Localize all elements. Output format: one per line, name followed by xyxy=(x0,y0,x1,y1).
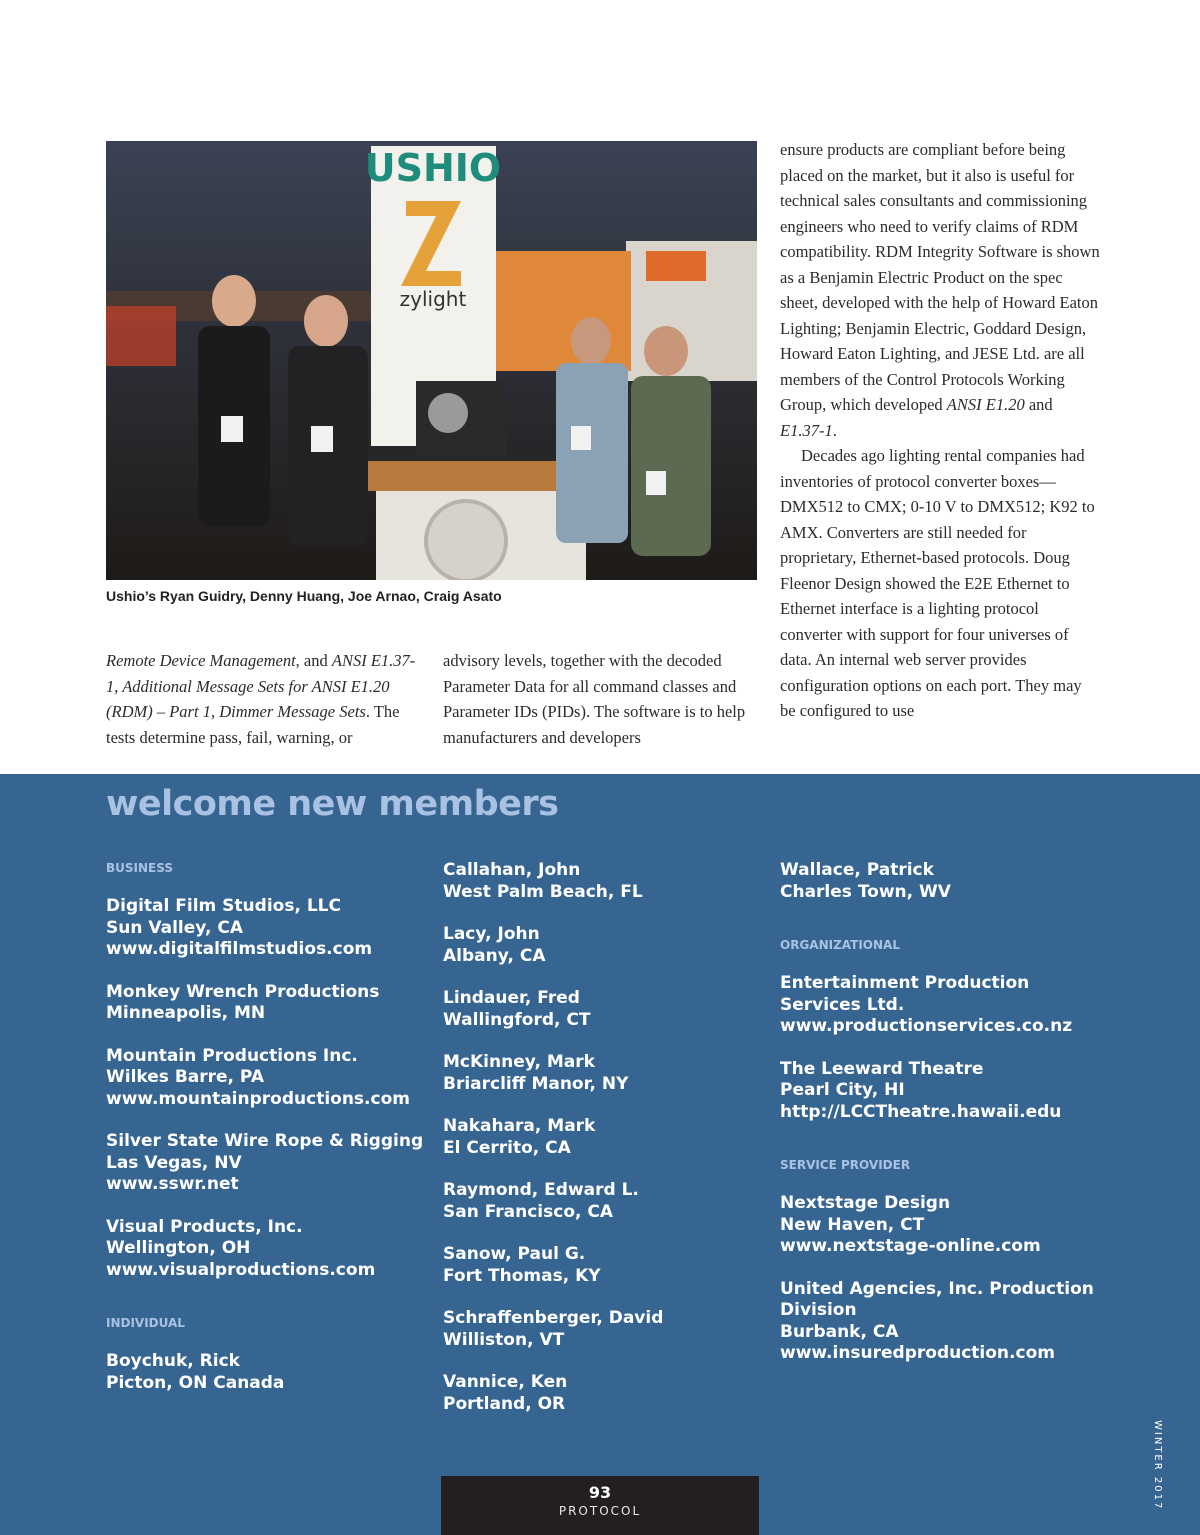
text: , and xyxy=(295,651,332,670)
member-name: McKinney, Mark xyxy=(443,1052,595,1072)
member-entry xyxy=(443,1372,763,1415)
member-website: www.sswr.net xyxy=(106,1174,239,1194)
page-footer xyxy=(441,1476,759,1535)
member-entry xyxy=(106,1217,426,1282)
text: . xyxy=(832,420,837,440)
member-entry xyxy=(106,1351,426,1394)
member-location: Sun Valley, CA xyxy=(106,917,244,938)
member-name: The Leeward Theatre xyxy=(780,1058,984,1079)
individual-list xyxy=(443,860,763,1415)
members-column-3 xyxy=(780,860,1100,1386)
paragraph: advisory levels, together with the decoded Parameter Data for all command classes and Parameter IDs (PIDs). The software is to help manufacturers and developers xyxy=(443,651,746,747)
business-list xyxy=(106,896,426,1281)
member-name: Schraffenberger, David xyxy=(443,1308,664,1328)
member-name: Lacy, John xyxy=(443,924,540,944)
member-entry xyxy=(780,1059,1100,1124)
booth-photo xyxy=(106,141,757,580)
member-entry xyxy=(443,1116,763,1159)
category-organizational: ORGANIZATIONAL xyxy=(780,938,900,952)
member-name: Boychuk, Rick xyxy=(106,1351,240,1371)
member-entry xyxy=(106,1046,426,1111)
category-individual: INDIVIDUAL xyxy=(106,1316,185,1330)
member-name: United Agencies, Inc. Production Division xyxy=(780,1278,1094,1320)
member-entry xyxy=(780,1279,1100,1365)
member-entry xyxy=(443,860,763,903)
member-location: New Haven, CT xyxy=(780,1214,925,1235)
member-location: Portland, OR xyxy=(443,1393,566,1414)
member-name: Nakahara, Mark xyxy=(443,1116,596,1136)
italic-title-1: Remote Device Management xyxy=(106,651,296,670)
text: and xyxy=(1024,395,1053,414)
member-name: Mountain Productions Inc. xyxy=(106,1045,358,1066)
member-entry xyxy=(780,973,1100,1038)
sign-zylight: zylight xyxy=(399,287,467,311)
member-entry xyxy=(443,924,763,967)
member-location: Pearl City, HI xyxy=(780,1080,905,1100)
member-name: Entertainment Production Services Ltd. xyxy=(780,973,1030,1015)
individual-list xyxy=(780,860,1100,903)
member-location: Minneapolis, MN xyxy=(106,1003,266,1023)
italic-title-2: ANSI E1.37-1, Additional Message Sets for ANSI E1.20 (RDM) – Part 1, Dimmer Message Sets xyxy=(106,651,416,721)
publication-name: PROTOCOL xyxy=(558,1504,642,1518)
member-name: Monkey Wrench Productions xyxy=(106,981,380,1002)
member-location: Wellington, OH xyxy=(106,1238,251,1258)
category-business: BUSINESS xyxy=(106,861,173,875)
member-website: www.mountainproductions.com xyxy=(106,1088,410,1109)
member-location: Albany, CA xyxy=(443,945,546,966)
member-entry xyxy=(443,1244,763,1287)
article-column-2 xyxy=(443,648,748,750)
member-entry xyxy=(780,1193,1100,1258)
member-location: Picton, ON Canada xyxy=(106,1372,285,1393)
member-name: Visual Products, Inc. xyxy=(106,1216,303,1237)
text: . The tests determine pass, fail, warning, or xyxy=(106,702,400,747)
member-entry xyxy=(780,860,1100,903)
sign-ushio: USHIO xyxy=(364,146,502,190)
member-website: www.productionservices.co.nz xyxy=(780,1016,1073,1036)
member-name: Vannice, Ken xyxy=(443,1372,568,1392)
issue-season: WINTER 2017 xyxy=(1152,1420,1163,1511)
member-location: Charles Town, WV xyxy=(780,881,951,902)
members-column-2 xyxy=(443,860,763,1436)
individual-list xyxy=(106,1351,426,1394)
service-provider-list xyxy=(780,1193,1100,1365)
text: ensure products are compliant before being placed on the market, but it also is useful for technical sales consultants and commissioning engineers who need to verify claims of RDM compatibility. RDM Integrity Software is shown as a Benjamin Electric Product on the spec sheet, developed with the help of Howard Eaton Lighting; Benjamin Electric, Goddard Design, Howard Eaton Lighting, and JESE Ltd. are all members of the Control Protocols Working Group, which developed xyxy=(780,140,1100,414)
standard-ref: E1.37-1 xyxy=(780,420,833,440)
member-website: www.digitalfilmstudios.com xyxy=(106,939,373,959)
article-column-1 xyxy=(106,648,426,750)
members-column-1 xyxy=(106,860,426,1415)
member-entry xyxy=(443,1180,763,1223)
member-location: Fort Thomas, KY xyxy=(443,1265,601,1286)
photo-caption: Ushio’s Ryan Guidry, Denny Huang, Joe Arnao, Craig Asato xyxy=(106,588,502,604)
member-location: West Palm Beach, FL xyxy=(443,881,643,902)
member-location: Las Vegas, NV xyxy=(106,1152,242,1173)
member-location: El Cerrito, CA xyxy=(443,1137,571,1158)
member-name: Callahan, John xyxy=(443,860,581,880)
member-website: www.insuredproduction.com xyxy=(780,1343,1055,1363)
member-name: Digital Film Studios, LLC xyxy=(106,896,341,916)
member-name: Raymond, Edward L. xyxy=(443,1180,639,1200)
page-number: 93 xyxy=(588,1483,612,1502)
member-location: San Francisco, CA xyxy=(443,1201,614,1222)
member-entry xyxy=(443,988,763,1031)
standard-ref: ANSI E1.20 xyxy=(946,395,1025,414)
member-name: Silver State Wire Rope & Rigging xyxy=(106,1131,424,1151)
member-name: Wallace, Patrick xyxy=(780,860,934,880)
member-name: Sanow, Paul G. xyxy=(443,1244,586,1264)
member-entry xyxy=(106,982,426,1025)
member-entry xyxy=(443,1308,763,1351)
member-entry xyxy=(106,896,426,961)
member-location: Briarcliff Manor, NY xyxy=(443,1073,629,1094)
member-entry xyxy=(106,1131,426,1196)
article-column-3 xyxy=(780,137,1100,724)
member-website: http://LCCTheatre.hawaii.edu xyxy=(780,1101,1062,1122)
category-service-provider: SERVICE PROVIDER xyxy=(780,1158,911,1172)
member-location: Williston, VT xyxy=(443,1329,565,1350)
member-name: Nextstage Design xyxy=(780,1193,951,1213)
paragraph: Decades ago lighting rental companies had inventories of protocol converter boxes—DMX512 to CMX; 0-10 V to DMX512; K92 to AMX. Converters are still needed for proprietary, Ethernet-based protocols. Doug Fleenor Design showed the E2E Ethernet to Ethernet interface is a lighting protocol converter with support for four universes of data. An internal web server provides configuration options on each port. They may be configured to use xyxy=(780,446,1095,720)
member-website: www.visualproductions.com xyxy=(106,1259,376,1280)
member-location: Burbank, CA xyxy=(780,1321,899,1342)
member-location: Wallingford, CT xyxy=(443,1009,591,1030)
member-location: Wilkes Barre, PA xyxy=(106,1067,264,1087)
member-website: www.nextstage-online.com xyxy=(780,1236,1041,1256)
member-entry xyxy=(443,1052,763,1095)
members-heading: welcome new members xyxy=(106,784,559,824)
organizational-list xyxy=(780,973,1100,1123)
member-name: Lindauer, Fred xyxy=(443,988,580,1008)
